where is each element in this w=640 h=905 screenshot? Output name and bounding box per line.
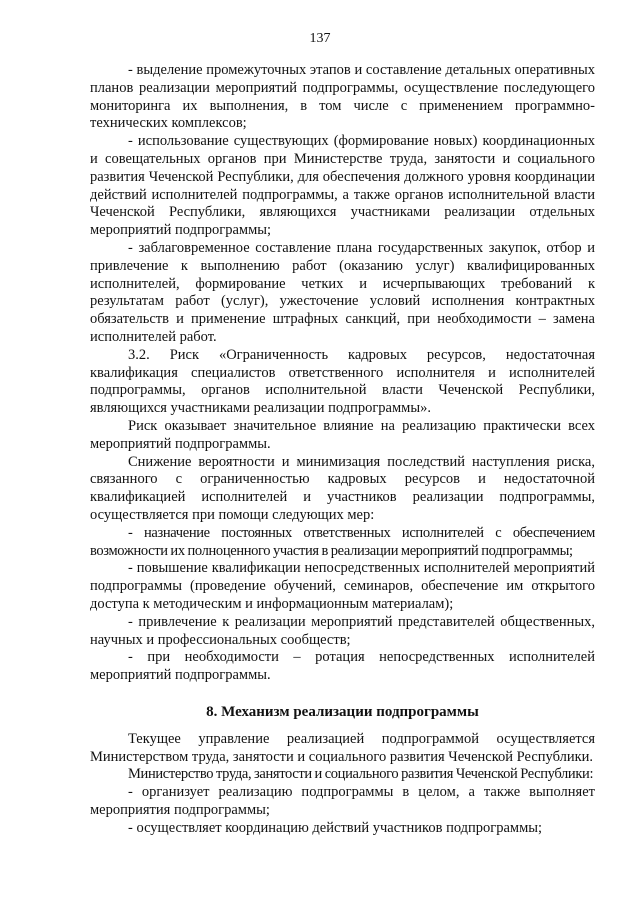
paragraph-measure-rotation: - при необходимости – ротация непосредственных исполнителей мероприятий подпрограммы.: [90, 649, 595, 684]
paragraph-ministry-coordinates: - осуществляет координацию действий участников подпрограммы;: [128, 819, 543, 836]
paragraph-measure-procurement: - заблаговременное составление плана государственных закупок, отбор и привлечение к выполнению работ (оказанию услуг) квалифицированных исполнителей, формирование четких и исчерпывающих требований к результатам работ (услуг), ужесточение условий исполнения контрактных обязательств и применение штрафных санкций, при необходимости – замена исполнителей работ.: [90, 239, 595, 345]
paragraph-measure-qualification: - повышение квалификации непосредственных исполнителей мероприятий подпрограммы (проведение обучений, семинаров, обеспечение им открытого доступа к методическим и информационным материалам);: [90, 560, 595, 612]
page-number: 137: [309, 31, 331, 46]
section-heading: 8. Механизм реализации подпрограммы: [206, 703, 479, 720]
paragraph-risk-mitigation: Снижение вероятности и минимизация последствий наступления риска, связанного с ограниченностью кадровых ресурсов и недостаточной квалификацией исполнителей и участников реализации подпрограммы, осуществляется при помощи следующих мер:: [90, 453, 595, 523]
paragraph-measure-involvement: - привлечение к реализации мероприятий представителей общественных, научных и профессиональных сообществ;: [90, 613, 595, 648]
paragraph-risk-3-2: 3.2. Риск «Ограниченность кадровых ресурсов, недостаточная квалификация специалистов ответственного исполнителя и исполнителей подпрограммы, органов исполнительной власти Чеченской Республики, являющихся участниками реализации подпрограммы».: [90, 346, 595, 417]
paragraph-ministry-organizes: - организует реализацию подпрограммы в целом, а также выполняет мероприятия подпрограммы;: [90, 784, 595, 819]
paragraph-measure-staging: - выделение промежуточных этапов и составление детальных оперативных планов реализации мероприятий подпрограммы, осуществление последующего мониторинга их выполнения, в том числе с применением программно-технических комплексов;: [90, 62, 595, 132]
paragraph-measure-appointment: - назначение постоянных ответственных исполнителей с обеспечением возможности их полноценного участия в реализации мероприятий подпрограммы;: [90, 524, 595, 559]
paragraph-measure-coordination-bodies: - использование существующих (формирование новых) координационных и совещательных органов при Министерстве труда, занятости и социального развития Чеченской Республики, для обеспечения должного уровня координации действий исполнителей подпрограммы, а также органов исполнительной власти Чеченской Республики, являющихся участниками реализации отдельных мероприятий подпрограммы;: [90, 133, 595, 239]
paragraph-ministry-intro: Министерство труда, занятости и социального развития Чеченской Республики:: [128, 766, 594, 783]
paragraph-current-management: Текущее управление реализацией подпрограммой осуществляется Министерством труда, занятости и социального развития Чеченской Республики.: [90, 730, 595, 765]
document-body: [90, 62, 595, 838]
paragraph-risk-influence: Риск оказывает значительное влияние на реализацию практически всех мероприятий подпрограммы.: [90, 417, 595, 452]
